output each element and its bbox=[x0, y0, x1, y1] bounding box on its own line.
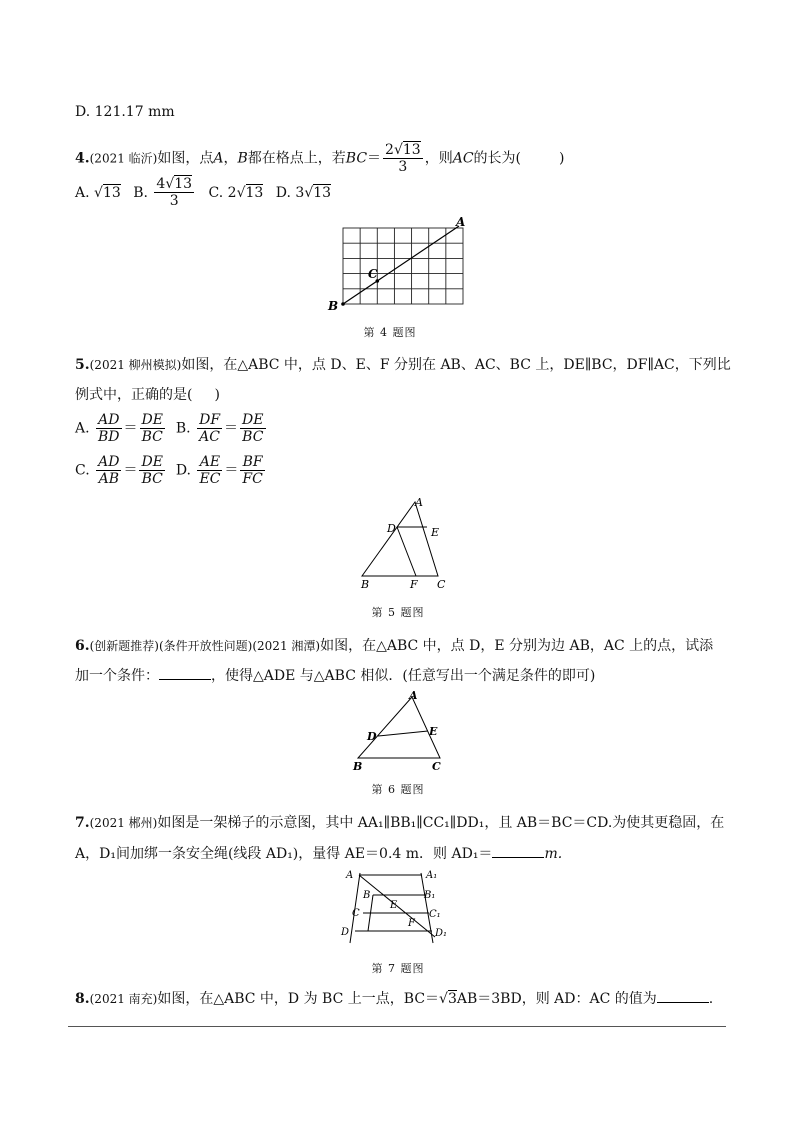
fraction bbox=[197, 454, 222, 487]
prev-question-option-d: D. 121.17 mm bbox=[75, 104, 175, 120]
q5-close-paren: ) bbox=[214, 387, 220, 403]
question-tag: (创新题推荐)(条件开放性问题) bbox=[89, 639, 253, 653]
numerator: AE bbox=[197, 454, 222, 471]
question-source: (2021 郴州) bbox=[89, 816, 158, 830]
label-c: C bbox=[352, 908, 360, 919]
fraction bbox=[197, 412, 222, 445]
denominator: AC bbox=[199, 429, 220, 446]
coef: 2 bbox=[385, 142, 394, 158]
q7-stem: A，D₁间加绑一条安全绳(线段 AD₁)，量得 AE＝0.4 m．则 AD₁＝ bbox=[75, 846, 493, 862]
answer-blank[interactable] bbox=[657, 1002, 709, 1003]
sqrt: √3 bbox=[439, 991, 457, 1007]
denominator: BD bbox=[98, 429, 120, 446]
label-c: C bbox=[368, 267, 378, 281]
q4-close-paren: ) bbox=[559, 150, 565, 167]
equals: ＝ bbox=[123, 462, 138, 479]
fraction bbox=[240, 454, 264, 487]
q6-stem: ，使得△ADE 与△ABC 相似．(任意写出一个满足条件的即可) bbox=[211, 668, 596, 684]
q4-bc: BC bbox=[345, 150, 368, 167]
q4-grid-figure bbox=[325, 212, 475, 316]
q5-stem: 如图，在△ABC 中，点 D、E、F 分别在 AB、AC、BC 上，DE∥BC，DF∥AC，下列比 bbox=[181, 357, 731, 373]
question-number: 4. bbox=[75, 150, 90, 167]
denominator: BC bbox=[141, 471, 163, 488]
triangle-abc bbox=[358, 697, 440, 758]
q7-ladder-figure bbox=[338, 865, 458, 947]
coef: 4 bbox=[156, 176, 166, 192]
fraction bbox=[139, 454, 164, 487]
equals: ＝ bbox=[123, 420, 138, 437]
label-d1: D₁ bbox=[435, 928, 448, 939]
label-e: E bbox=[431, 526, 440, 539]
question-number: 5. bbox=[75, 357, 90, 373]
label-d: D bbox=[341, 927, 350, 938]
label-d: D bbox=[387, 522, 396, 535]
option-label: B. bbox=[133, 184, 148, 201]
question-6-line1 bbox=[75, 635, 713, 655]
q4-text: ，则 bbox=[424, 150, 453, 167]
fraction bbox=[96, 412, 122, 445]
footer-rule bbox=[68, 1026, 726, 1027]
question-5-line1 bbox=[75, 354, 731, 374]
q8-end: . bbox=[708, 991, 714, 1007]
q5-stem: 例式中，正确的是( bbox=[75, 387, 193, 403]
option-label: A. bbox=[75, 420, 90, 437]
label-e: E bbox=[390, 900, 398, 911]
denominator: 3 bbox=[169, 193, 179, 210]
label-f: F bbox=[408, 918, 415, 929]
label-a: A bbox=[456, 215, 466, 229]
label-c: C bbox=[437, 578, 446, 591]
q4-ac: AC bbox=[452, 150, 474, 167]
option-label: D. bbox=[175, 462, 192, 479]
numerator: DE bbox=[141, 412, 163, 428]
question-7-line2 bbox=[75, 843, 562, 863]
radicand: 13 bbox=[402, 142, 421, 158]
q5-triangle-figure bbox=[352, 494, 462, 594]
fraction bbox=[154, 176, 194, 209]
q7-caption: 第 7 题图 bbox=[371, 962, 425, 975]
fraction bbox=[96, 454, 121, 487]
q7-stem: 如图是一架梯子的示意图，其中 AA₁∥BB₁∥CC₁∥DD₁，且 AB＝BC＝CD.为使其更稳固，在 bbox=[157, 815, 725, 831]
q4-text: 的长为( bbox=[473, 150, 521, 167]
q5-caption: 第 5 题图 bbox=[371, 606, 425, 619]
question-number: 6. bbox=[75, 638, 90, 654]
numerator: AD bbox=[98, 454, 120, 470]
denominator: BC bbox=[141, 429, 163, 446]
q4-point-b: B bbox=[237, 150, 248, 167]
denominator: EC bbox=[199, 471, 221, 488]
label-a: A bbox=[409, 689, 418, 702]
q4-text: 如图，点 bbox=[157, 150, 214, 167]
label-a: A bbox=[346, 870, 354, 881]
q8-stem: 如图，在△ABC 中，D 为 BC 上一点，BC＝ bbox=[157, 991, 440, 1007]
sqrt: √13 bbox=[236, 184, 264, 201]
sqrt: √13 bbox=[165, 176, 193, 192]
question-7-line1 bbox=[75, 812, 724, 832]
q4-point-a: A bbox=[213, 150, 224, 167]
radicand: 13 bbox=[174, 176, 193, 192]
question-number: 7. bbox=[75, 815, 90, 831]
label-b: B bbox=[361, 578, 370, 591]
question-source: (2021 柳州模拟) bbox=[89, 358, 182, 372]
option-label: B. bbox=[175, 420, 191, 437]
question-4 bbox=[75, 142, 564, 175]
option-label: C. bbox=[75, 462, 90, 479]
option-label: D. 3 bbox=[275, 184, 305, 201]
triangle-abc bbox=[362, 502, 438, 576]
option-b bbox=[133, 176, 196, 210]
question-source: (2021 湘潭) bbox=[252, 639, 321, 653]
label-b: B bbox=[353, 760, 363, 773]
question-number: 8. bbox=[75, 991, 90, 1007]
equals: ＝ bbox=[224, 462, 239, 479]
q5-options-cd bbox=[75, 454, 267, 487]
question-source: (2021 临沂) bbox=[89, 151, 158, 166]
denominator: AB bbox=[98, 471, 119, 488]
label-f: F bbox=[410, 578, 418, 591]
numerator: DE bbox=[141, 454, 163, 470]
q5-options-ab bbox=[75, 412, 268, 445]
question-6-line2 bbox=[75, 665, 595, 685]
label-a1: A₁ bbox=[426, 870, 438, 881]
fraction bbox=[140, 412, 165, 445]
q6-triangle-figure bbox=[348, 688, 448, 774]
segment-de bbox=[378, 731, 428, 736]
q6-stem: 加一个条件： bbox=[75, 668, 159, 684]
radicand: 13 bbox=[102, 184, 121, 201]
sqrt: √13 bbox=[304, 184, 332, 201]
q4-text: 都在格点上，若 bbox=[247, 150, 346, 167]
denominator: 3 bbox=[398, 159, 408, 176]
fraction bbox=[240, 412, 265, 445]
label-b1: B₁ bbox=[424, 890, 436, 901]
numerator: AD bbox=[96, 412, 122, 429]
label-a: A bbox=[415, 496, 423, 509]
label-b: B bbox=[328, 299, 339, 313]
q4-sep: ， bbox=[223, 150, 238, 167]
question-5-line2 bbox=[75, 384, 220, 404]
radicand: 3 bbox=[447, 991, 457, 1007]
q8-stem: AB＝3BD，则 AD：AC 的值为 bbox=[456, 991, 657, 1007]
q4-caption: 第 4 题图 bbox=[363, 326, 417, 339]
answer-blank[interactable] bbox=[492, 857, 544, 858]
numerator: BF bbox=[240, 454, 264, 471]
question-8 bbox=[75, 988, 713, 1008]
option-d bbox=[276, 185, 331, 201]
question-source: (2021 南充) bbox=[89, 992, 158, 1006]
option-label: A. bbox=[75, 184, 90, 201]
label-c1: C₁ bbox=[429, 909, 441, 920]
label-d: D bbox=[367, 730, 377, 743]
answer-blank[interactable] bbox=[159, 679, 211, 680]
label-b: B bbox=[363, 890, 371, 901]
radicand: 13 bbox=[245, 184, 264, 201]
radicand: 13 bbox=[313, 184, 332, 201]
q6-caption: 第 6 题图 bbox=[371, 783, 425, 796]
option-a bbox=[75, 185, 121, 201]
denominator: BC bbox=[242, 429, 264, 446]
equals: ＝ bbox=[224, 420, 239, 437]
q4-bc-fraction bbox=[383, 142, 423, 175]
numerator: DE bbox=[242, 412, 264, 428]
label-e: E bbox=[429, 725, 438, 738]
sqrt: √13 bbox=[393, 142, 421, 158]
q7-unit: m. bbox=[544, 846, 563, 862]
q6-stem: 如图，在△ABC 中，点 D，E 分别为边 AB，AC 上的点，试添 bbox=[320, 638, 714, 654]
point-b bbox=[341, 302, 345, 306]
option-c bbox=[209, 185, 264, 201]
label-c: C bbox=[432, 760, 441, 773]
denominator: FC bbox=[242, 471, 263, 488]
option-label: C. 2 bbox=[208, 184, 237, 201]
segment-df bbox=[397, 527, 416, 576]
q4-eq: ＝ bbox=[367, 150, 382, 167]
numerator: DF bbox=[199, 412, 221, 428]
q4-options bbox=[75, 176, 339, 209]
sqrt: √13 bbox=[94, 184, 121, 201]
